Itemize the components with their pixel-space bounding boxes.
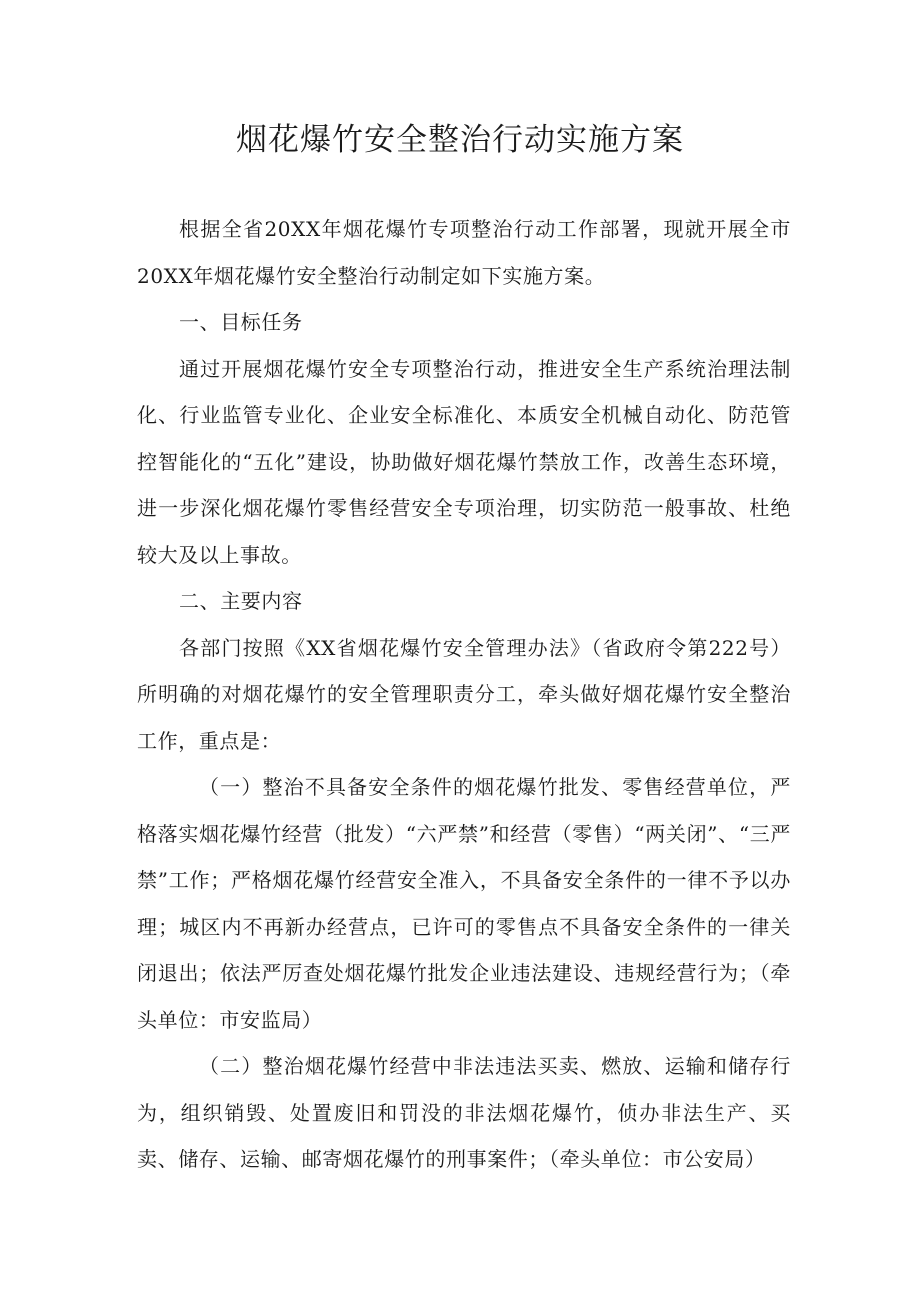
section-heading-goals: 一、目标任务 xyxy=(179,310,303,334)
content-paragraph: 各部门按照《XX省烟花爆竹安全管理办法》（省政府令第222号）所明确的对烟花爆竹的安全管理职责分工，牵头做好烟花爆竹安全整治工作，重点是： xyxy=(137,635,791,753)
intro-paragraph: 根据全省20XX年烟花爆竹专项整治行动工作部署，现就开展全市20XX年烟花爆竹安全整治行动制定如下实施方案。 xyxy=(137,217,791,288)
item-one-paragraph: （一）整治不具备安全条件的烟花爆竹批发、零售经营单位，严格落实烟花爆竹经营（批发）“六严禁”和经营（零售）“两关闭”、“三严禁”工作；严格烟花爆竹经营安全准入，不具备安全条件的一律不予以办理；城区内不再新办经营点，已许可的零售点不具备安全条件的一律关闭退出；依法严厉查处烟花爆竹批发企业违法建设、违规经营行为；（牵头单位：市安监局） xyxy=(137,775,791,1032)
goals-paragraph: 通过开展烟花爆竹安全专项整治行动，推进安全生产系统治理法制化、行业监管专业化、企业安全标准化、本质安全机械自动化、防范管控智能化的“五化”建设，协助做好烟花爆竹禁放工作，改善生态环境，进一步深化烟花爆竹零售经营安全专项治理，切实防范一般事故、杜绝较大及以上事故。 xyxy=(137,356,791,567)
document-body xyxy=(137,206,791,1183)
item-two-paragraph: （二）整治烟花爆竹经营中非法违法买卖、燃放、运输和储存行为，组织销毁、处置废旧和罚没的非法烟花爆竹，侦办非法生产、买卖、储存、运输、邮寄烟花爆竹的刑事案件；（牵头单位：市公安局） xyxy=(137,1054,791,1171)
document-title: 烟花爆竹安全整治行动实施方案 xyxy=(236,122,684,158)
section-heading-content: 二、主要内容 xyxy=(179,589,303,613)
